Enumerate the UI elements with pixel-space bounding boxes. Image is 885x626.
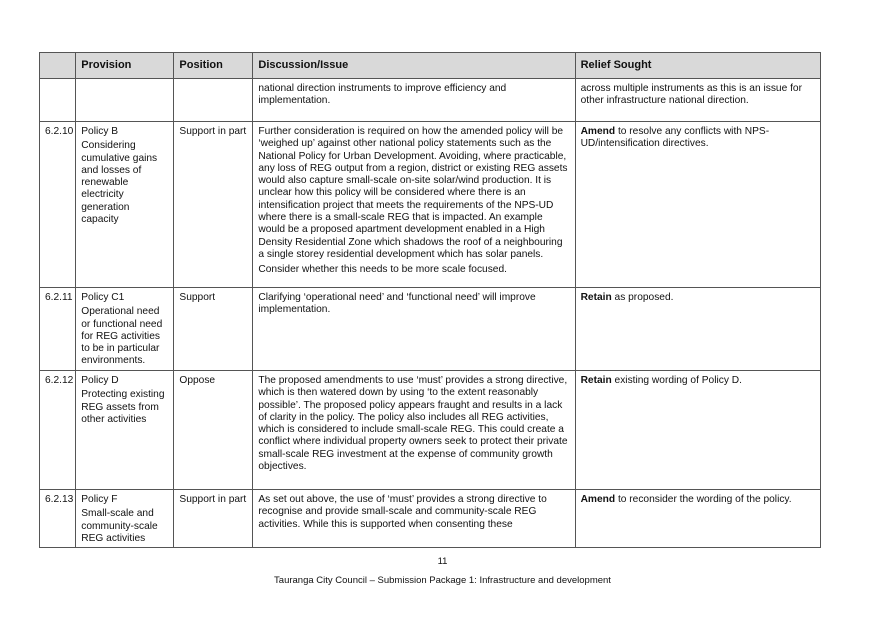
table-row bbox=[40, 122, 821, 288]
discussion-paragraph: The proposed amendments to use ‘must’ provides a strong directive, which is then watered down by using ‘to the extent reasonably possible’. The proposed policy appears fraught and results in a lack of clarity in the policy. The policy also includes all REG activities, which is considered to include small-scale REG. This could create a conflict where individual property owners seek to protect their private small-scale REG investment at the expense of community growth objectives. bbox=[258, 375, 568, 473]
policy-name: Policy B bbox=[81, 126, 119, 137]
header-discussion: Discussion/Issue bbox=[253, 53, 575, 79]
position-cell: Support bbox=[174, 288, 253, 371]
table-row bbox=[40, 288, 821, 371]
ref-cell bbox=[40, 79, 76, 122]
relief-cell bbox=[575, 122, 820, 288]
header-ref bbox=[40, 53, 76, 79]
discussion-cell bbox=[253, 122, 575, 288]
ref-cell: 6.2.12 bbox=[40, 371, 76, 490]
footer-title: Tauranga City Council – Submission Package 1: Infrastructure and development bbox=[274, 575, 611, 586]
discussion-paragraph: As set out above, the use of ‘must’ provides a strong directive to recognise and provide small-scale and community-scale REG activities. While this is supported when consenting these bbox=[258, 494, 547, 530]
discussion-paragraph: Consider whether this needs to be more scale focused. bbox=[258, 264, 507, 276]
provision-cell bbox=[76, 79, 174, 122]
policy-description: Protecting existing REG assets from other activities bbox=[81, 389, 165, 425]
header-provision: Provision bbox=[76, 53, 174, 79]
policy-description: Operational need or functional need for REG activities to be in particular environments. bbox=[81, 306, 163, 367]
relief-action: Retain bbox=[580, 375, 612, 386]
table-row bbox=[40, 371, 821, 490]
policy-name: Policy D bbox=[81, 375, 119, 386]
provision-cell bbox=[76, 371, 174, 490]
policy-description: Considering cumulative gains and losses of renewable electricity generation capacity bbox=[81, 140, 158, 226]
ref-cell: 6.2.10 bbox=[40, 122, 76, 288]
discussion-paragraph: Clarifying ‘operational need’ and ‘functional need’ will improve implementation. bbox=[258, 292, 536, 316]
position-cell: Oppose bbox=[174, 371, 253, 490]
relief-cell bbox=[575, 371, 820, 490]
provision-cell bbox=[76, 122, 174, 288]
relief-action: Retain bbox=[580, 292, 612, 303]
header-relief: Relief Sought bbox=[575, 53, 820, 79]
discussion-cell bbox=[253, 371, 575, 490]
relief-cell bbox=[575, 288, 820, 371]
ref-cell: 6.2.13 bbox=[40, 490, 76, 548]
position-cell: Support in part bbox=[174, 122, 253, 288]
discussion-cell: national direction instruments to improve efficiency and implementation. bbox=[253, 79, 575, 122]
discussion-cell bbox=[253, 490, 575, 548]
header-position: Position bbox=[174, 53, 253, 79]
policy-name: Policy F bbox=[81, 494, 118, 505]
relief-text: as proposed. bbox=[611, 292, 674, 303]
relief-cell: across multiple instruments as this is an issue for other infrastructure national direction. bbox=[575, 79, 820, 122]
discussion-cell bbox=[253, 288, 575, 371]
relief-action: Amend bbox=[580, 126, 616, 137]
table-row-continuation bbox=[40, 79, 821, 122]
relief-text: to reconsider the wording of the policy. bbox=[615, 494, 792, 505]
provision-cell bbox=[76, 288, 174, 371]
discussion-paragraph: Further consideration is required on how the amended policy will be ‘weighed up’ against other national policy statements such as the National Policy for Urban Development. Avoiding, where practicable, any loss of REG output from a region, district or existing REG assets would also capture small-scale on-site solar/wind production. It is unclear how this policy will be considered where there is an intensification project that meets the requirements of the NPS-UD where there is a small-scale REG that is impacted. An example would be a proposed apartment development enabled in a High Density Residential Zone which shadows the roof of a neighbouring a single storey residential development which has solar panels. bbox=[258, 126, 568, 260]
submission-table bbox=[39, 52, 821, 548]
table-row bbox=[40, 490, 821, 548]
position-cell bbox=[174, 79, 253, 122]
relief-action: Amend bbox=[580, 494, 616, 505]
policy-description: Small-scale and community-scale REG activities bbox=[81, 508, 158, 544]
page-number: 11 bbox=[437, 556, 448, 567]
relief-text: to resolve any conflicts with NPS-UD/intensification directives. bbox=[580, 126, 770, 150]
policy-name: Policy C1 bbox=[81, 292, 125, 303]
relief-cell bbox=[575, 490, 820, 548]
provision-cell bbox=[76, 490, 174, 548]
ref-cell: 6.2.11 bbox=[40, 288, 76, 371]
relief-text: existing wording of Policy D. bbox=[611, 375, 742, 386]
table-header-row bbox=[40, 53, 821, 79]
position-cell: Support in part bbox=[174, 490, 253, 548]
